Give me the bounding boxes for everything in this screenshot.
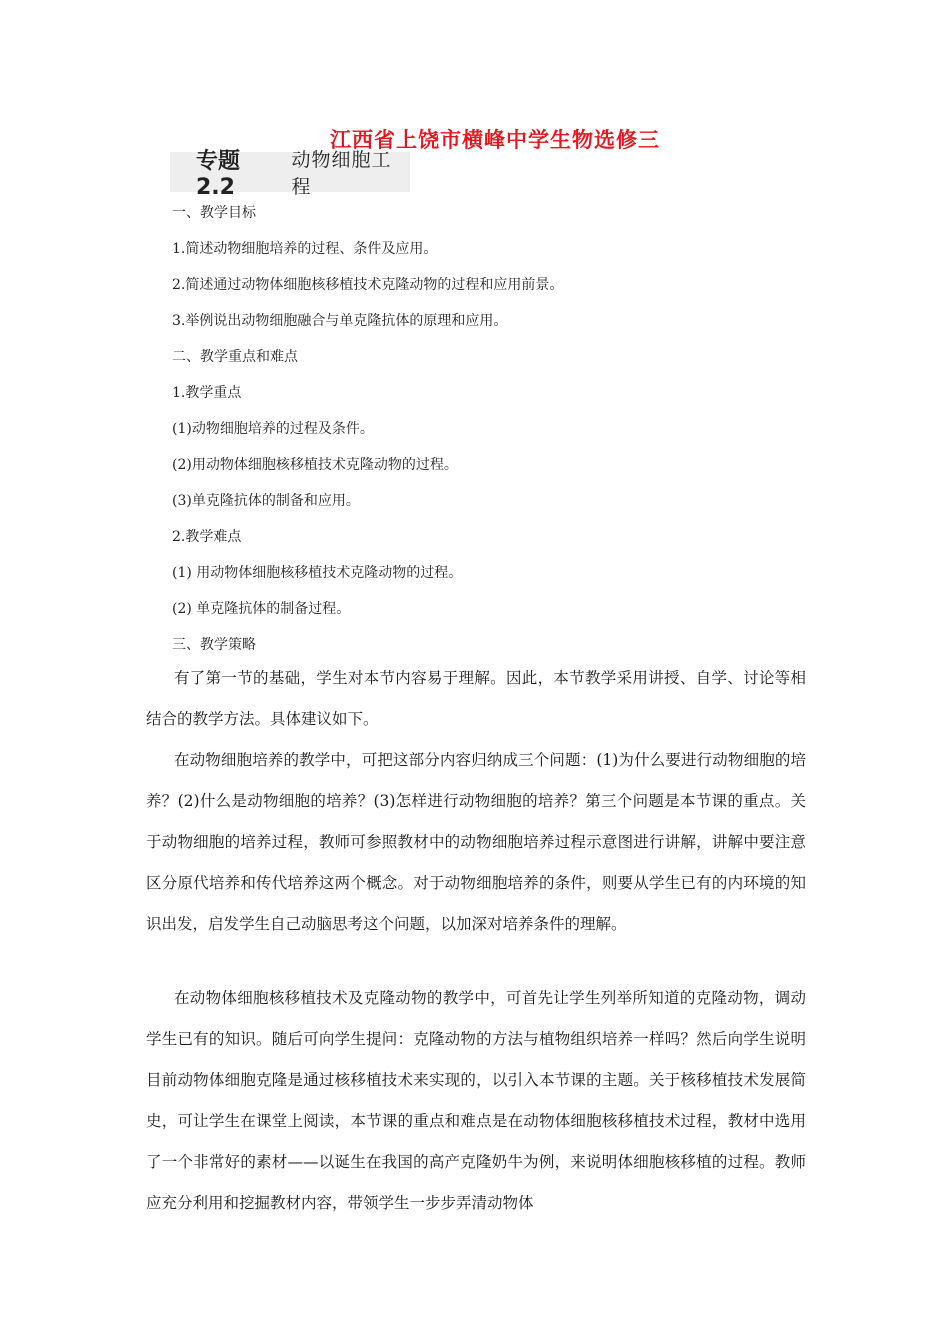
section-heading-strategy: 三、教学策略 <box>172 637 256 653</box>
topic-banner <box>170 149 410 200</box>
document-title: 江西省上饶市横峰中学生物选修三 <box>330 128 660 152</box>
section-heading-objectives: 一、教学目标 <box>172 205 256 221</box>
objective-item: 2.简述通过动物体细胞核移植技术克隆动物的过程和应用前景。 <box>172 277 564 293</box>
key-point-item: (3)单克隆抗体的制备和应用。 <box>172 493 360 509</box>
body-paragraph: 在动物体细胞核移植技术及克隆动物的教学中，可首先让学生列举所知道的克隆动物，调动学生已有的知识。随后可向学生提问：克隆动物的方法与植物组织培养一样吗？然后向学生说明目前动物体细胞克隆是通过核移植技术来实现的，以引入本节课的主题。关于核移植技术发展简史，可让学生在课堂上阅读，本节课的重点和难点是在动物体细胞核移植技术过程，教材中选用了一个非常好的素材——以诞生在我国的高产克隆奶牛为例，来说明体细胞核移植的过程。教师应充分利用和挖掘教材内容，带领学生一步步弄清动物体 <box>146 989 806 1212</box>
key-point-item: (1)动物细胞培养的过程及条件。 <box>172 421 374 437</box>
body-paragraph: 在动物细胞培养的教学中，可把这部分内容归纳成三个问题：(1)为什么要进行动物细胞的培养？(2)什么是动物细胞的培养？(3)怎样进行动物细胞的培养？第三个问题是本节课的重点。关于动物细胞的培养过程，教师可参照教材中的动物细胞培养过程示意图进行讲解，讲解中要注意区分原代培养和传代培养这两个概念。对于动物细胞培养的条件，则要从学生已有的内环境的知识出发，启发学生自己动脑思考这个问题，以加深对培养条件的理解。 <box>146 751 806 933</box>
subsection-heading: 2.教学难点 <box>172 529 242 545</box>
topic-name: 动物细胞工程 <box>291 149 392 198</box>
objective-item: 3.举例说出动物细胞融合与单克隆抗体的原理和应用。 <box>172 313 508 329</box>
body-paragraph: 有了第一节的基础，学生对本节内容易于理解。因此，本节教学采用讲授、自学、讨论等相结合的教学方法。具体建议如下。 <box>146 669 806 728</box>
subsection-heading: 1.教学重点 <box>172 385 242 401</box>
section-heading-key-points: 二、教学重点和难点 <box>172 349 298 365</box>
topic-number: 专题 2.2 <box>196 149 241 200</box>
difficulty-item: (1) 用动物体细胞核移植技术克隆动物的过程。 <box>172 565 463 581</box>
objective-item: 1.简述动物细胞培养的过程、条件及应用。 <box>172 241 438 257</box>
difficulty-item: (2) 单克隆抗体的制备过程。 <box>172 601 351 617</box>
key-point-item: (2)用动物体细胞核移植技术克隆动物的过程。 <box>172 457 458 473</box>
